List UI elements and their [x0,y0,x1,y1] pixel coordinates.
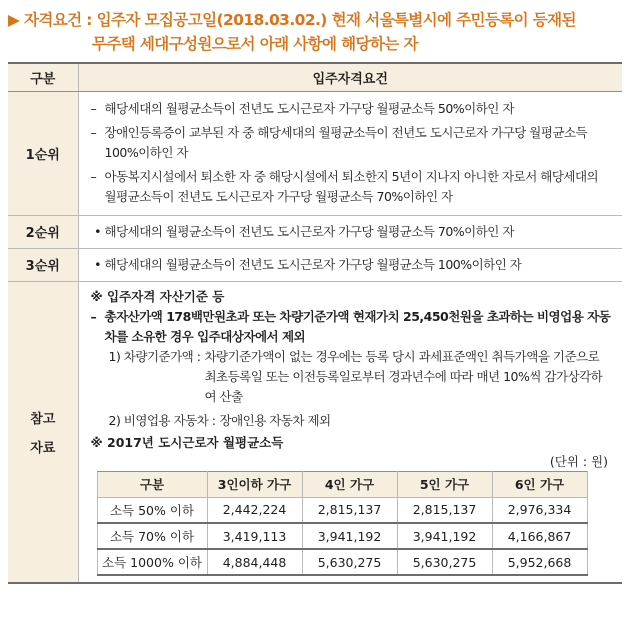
income-header-cell: 6인 가구 [492,471,587,497]
bullet-icon: • [94,256,101,272]
requirements-table [8,62,622,584]
rank2-row [8,215,622,248]
header-line-1: ▶ 자격요건 : 입주자 모집공고일(2018.03.02.) 현재 서울특별시에 주민등록이 등재된 [8,8,632,32]
table-row: 소득 70% 이하 3,419,113 3,941,192 3,941,192 4,166,867 [97,523,587,549]
income-header-cell: 구분 [97,471,207,497]
vehicle-value-note: 1) 차량기준가액 : 차량기준가액이 없는 경우에는 등록 당시 과세표준액인 취득가액을 기준으로 최초등록일 또는 이전등록일로부터 경과년수에 따라 매년 10%씩 감가상각하여 산출 [108,348,603,404]
rank1-label: 1순위 [8,91,78,215]
qualification-header [8,8,632,56]
bullet-icon: • [94,223,101,239]
header-requirements: 입주자격요건 [78,63,622,91]
triangle-arrow-icon: ▶ [8,11,20,29]
income-header-cell: 4인 가구 [302,471,397,497]
income-header-cell: 5인 가구 [397,471,492,497]
rank1-item: – 해당세대의 월평균소득이 전년도 도시근로자 가구당 월평균소득 50%이하인 자 [90,101,514,116]
rank3-row [8,248,622,281]
asset-criteria-title: ※ 입주자격 자산기준 등 [90,288,225,304]
rank1-item: – 장애인등록증이 교부된 자 중 해당세대의 월평균소득이 전년도 도시근로자 가구당 월평균소득 100%이하인 자 [90,125,588,160]
rank2-content: • 해당세대의 월평균소득이 전년도 도시근로자 가구당 월평균소득 70%이하인 자 [78,215,622,248]
income-header-cell: 3인이하 가구 [207,471,302,497]
rank1-row [8,91,622,215]
rank1-content [78,91,622,215]
rank3-content: • 해당세대의 월평균소득이 전년도 도시근로자 가구당 월평균소득 100%이하인 자 [78,248,622,281]
rank1-item: – 아동복지시설에서 퇴소한 자 중 해당시설에서 퇴소한지 5년이 지나지 아니한 자로서 해당세대의 월평균소득이 전년도 도시근로자 가구당 월평균소득 70%이하인 자 [90,169,599,204]
table-row: 소득 50% 이하 2,442,224 2,815,137 2,815,137 2,976,334 [97,497,587,523]
table-row: 소득 1000% 이하 4,884,448 5,630,275 5,630,275 5,952,668 [97,549,587,575]
rank2-label: 2순위 [8,215,78,248]
income-table-header [97,471,587,497]
header-line-2: 무주택 세대구성원으로서 아래 사항에 해당하는 자 [92,35,418,53]
reference-content [78,281,622,583]
table-header-row [8,63,622,91]
reference-label: 참고 자료 [8,281,78,583]
reference-row [8,281,622,583]
asset-criteria-rule: – 총자산가액 178백만원초과 또는 차량기준가액 현재가치 25,450천원을 초과하는 비영업용 자동차를 소유한 경우 입주대상자에서 제외 [90,308,611,344]
unit-label: (단위 : 원) [549,453,608,469]
income-table-title: ※ 2017년 도시근로자 월평균소득 [90,434,284,450]
income-table [97,471,588,577]
non-business-vehicle-note: 2) 비영업용 자동차 : 장애인용 자동차 제외 [108,412,331,428]
header-category: 구분 [8,63,78,91]
rank3-label: 3순위 [8,248,78,281]
